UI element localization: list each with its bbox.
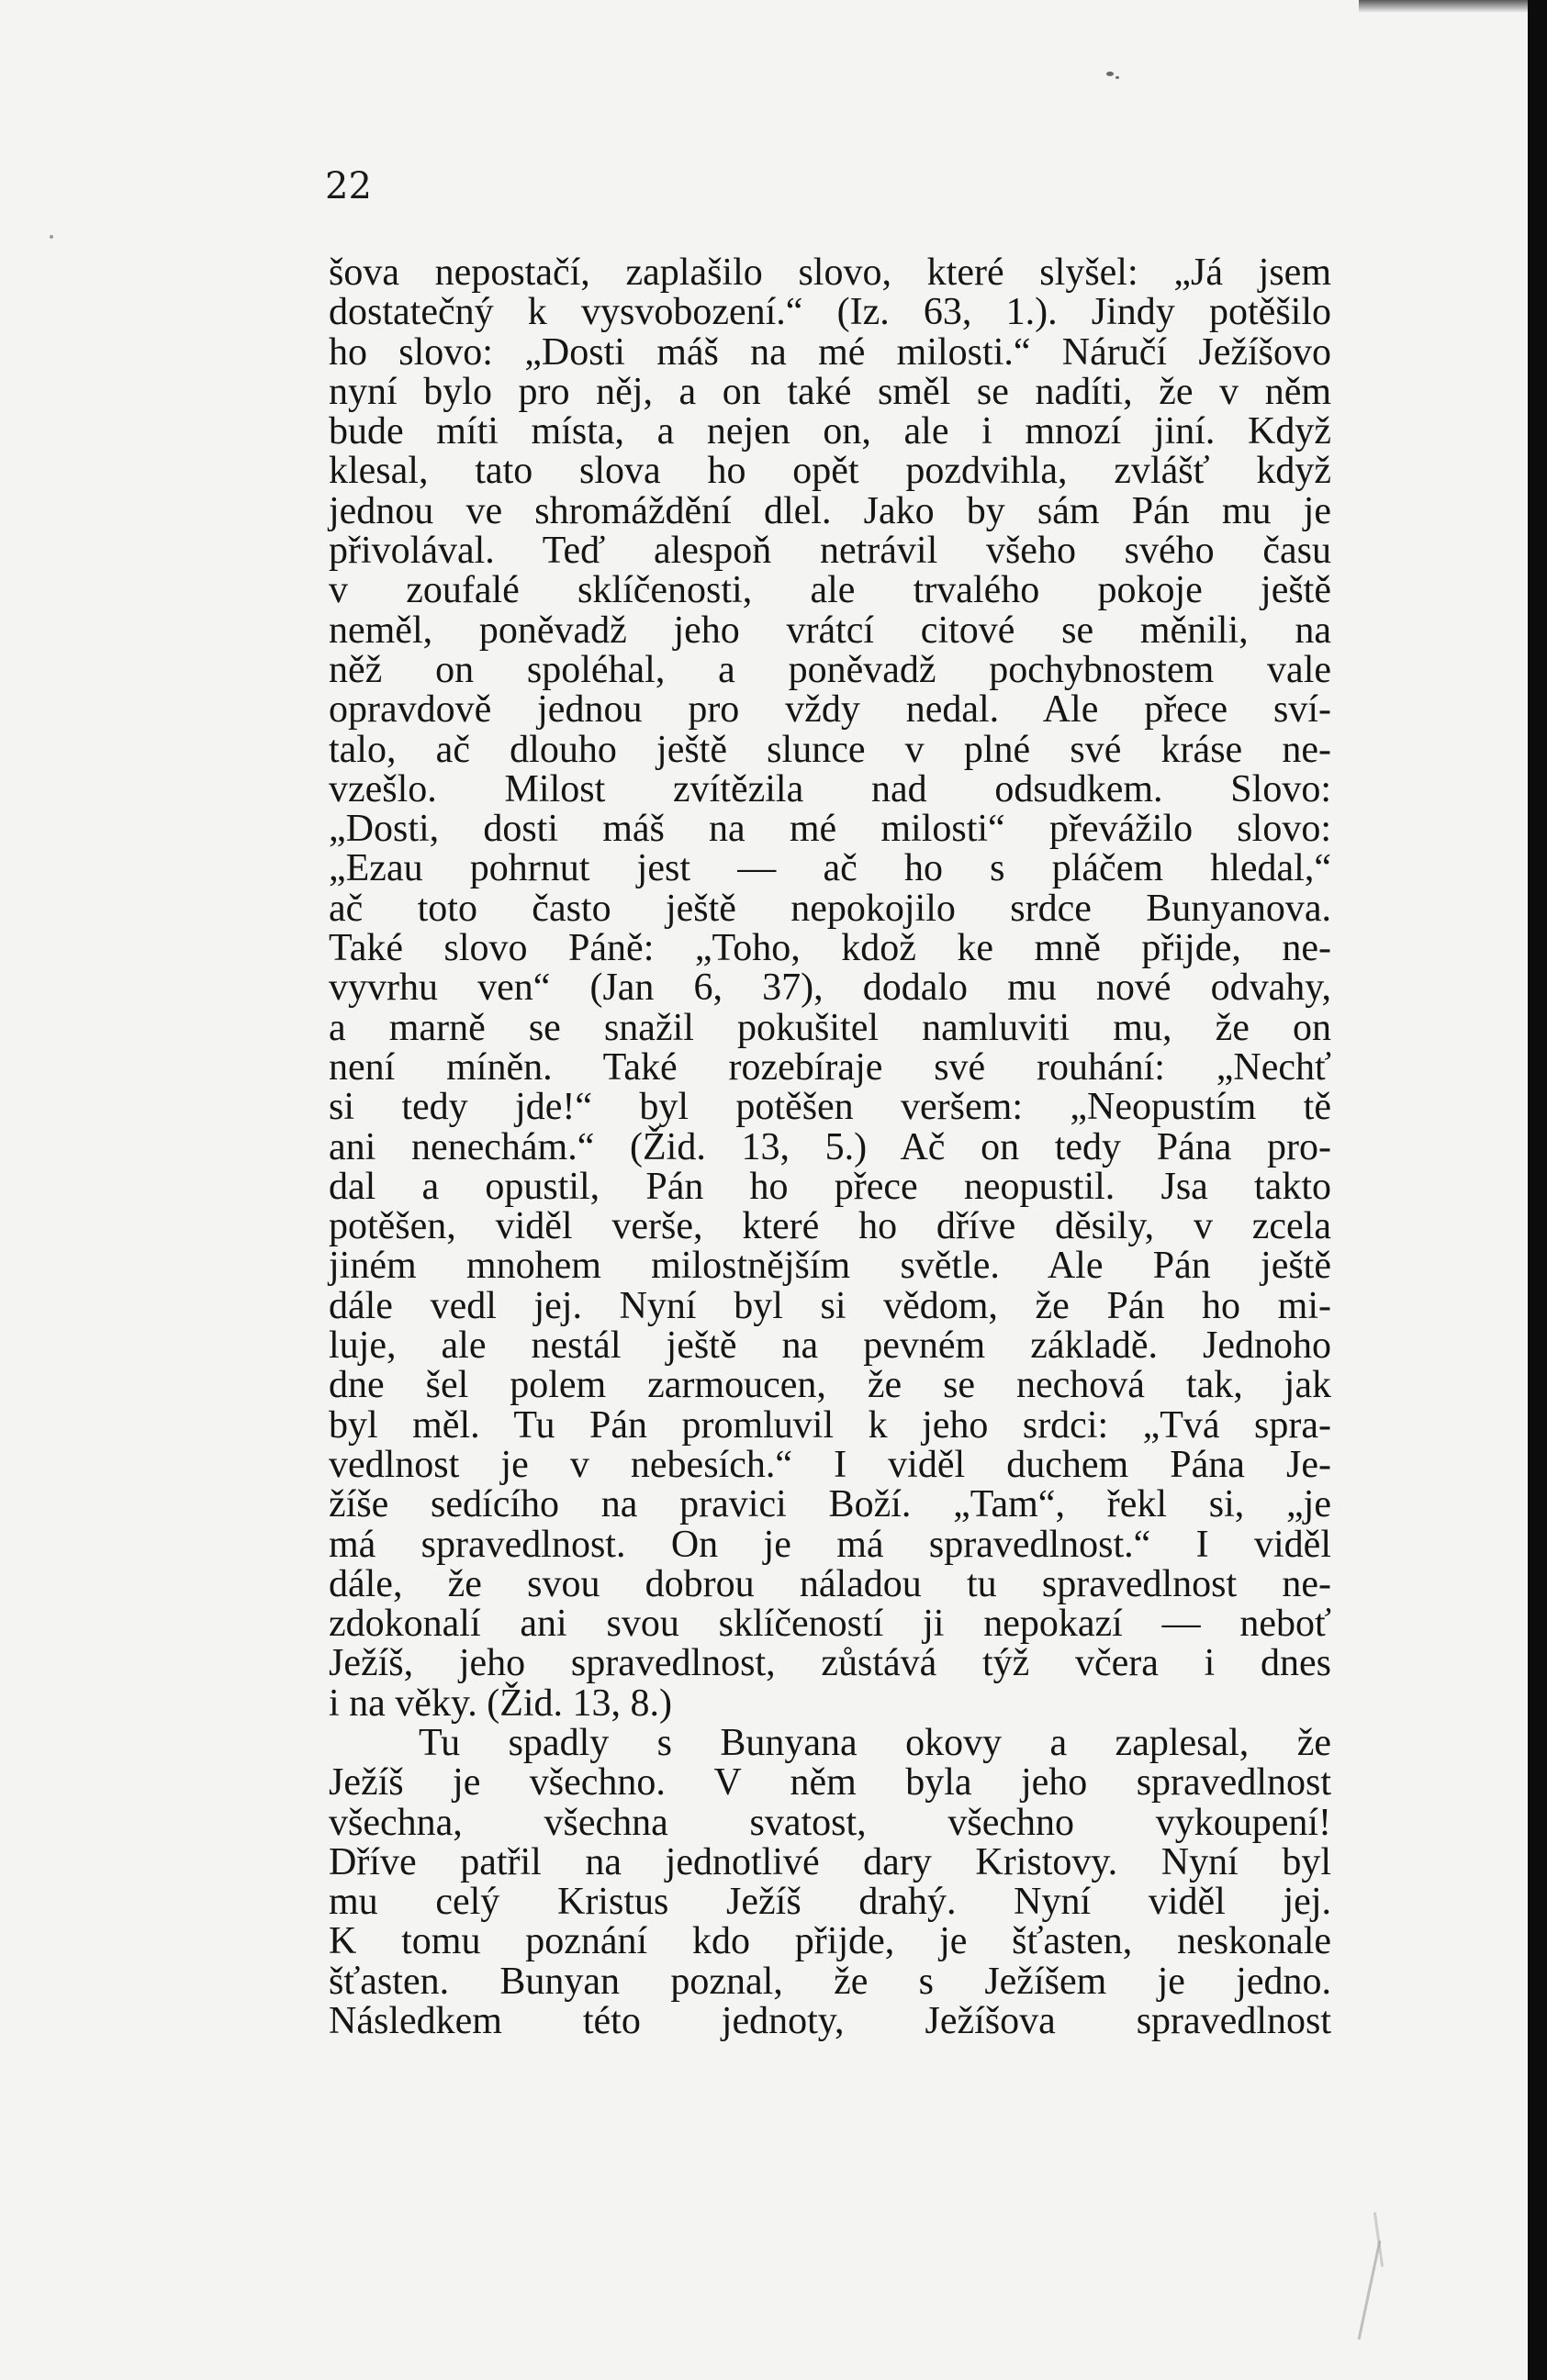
text-line: přivolával. Teď alespoň netrávil všeho svého času	[329, 530, 1331, 573]
text-line: dále vedl jej. Nyní byl si vědom, že Pán ho mi-	[329, 1284, 1331, 1327]
page-number: 22	[325, 165, 372, 207]
text-line: má spravedlnost. On je má spravedlnost.“ I viděl	[329, 1523, 1331, 1566]
body-text	[329, 253, 1331, 2041]
text-line: si tedy jde!“ byl potěšen veršem: „Neopustím tě	[329, 1086, 1331, 1129]
text-line: opravdově jednou pro vždy nedal. Ale přece sví-	[329, 688, 1331, 732]
text-line: Dříve patřil na jednotlivé dary Kristovy. Nyní byl	[329, 1840, 1331, 1883]
text-line: není míněn. Také rozebíraje své rouhání: „Nechť	[329, 1045, 1331, 1089]
text-line: Následkem této jednoty, Ježíšova spravedlnost	[329, 2000, 1331, 2043]
text-line: Ježíš je všechno. V něm byla jeho spravedlnost	[329, 1761, 1331, 1805]
scan-speck	[1115, 76, 1119, 79]
text-line: dále, že svou dobrou náladou tu spravedlnost ne-	[329, 1562, 1331, 1605]
text-line: neměl, poněvadž jeho vrátcí citové se měnili, na	[329, 609, 1331, 652]
text-line: vzešlo. Milost zvítězila nad odsudkem. Slovo:	[329, 767, 1331, 810]
text-line: v zoufalé sklíčenosti, ale trvalého pokoje ještě	[329, 569, 1331, 612]
text-line: „Ezau pohrnut jest — ač ho s pláčem hledal,“	[329, 847, 1331, 890]
text-line: dal a opustil, Pán ho přece neopustil. Jsa takto	[329, 1165, 1331, 1208]
text-line: nyní bylo pro něj, a on také směl se nadíti, že v něm	[329, 370, 1331, 413]
text-line: klesal, tato slova ho opět pozdvihla, zvlášť když	[329, 450, 1331, 493]
text-line: byl měl. Tu Pán promluvil k jeho srdci: „Tvá spra-	[329, 1403, 1331, 1447]
text-line: šova nepostačí, zaplašilo slovo, které slyšel: „Já jsem	[329, 251, 1331, 294]
text-line: a marně se snažil pokušitel namluviti mu, že on	[329, 1006, 1331, 1049]
text-line: bude míti místa, a nejen on, ale i mnozí jiní. Když	[329, 410, 1331, 453]
text-line: ho slovo: „Dosti máš na mé milosti.“ Náručí Ježíšovo	[329, 330, 1331, 374]
text-line: talo, ač dlouho ještě slunce v plné své kráse ne-	[329, 728, 1331, 771]
text-line: dne šel polem zarmoucen, že se nechová tak, jak	[329, 1364, 1331, 1407]
scan-border-right	[1528, 0, 1547, 2380]
scan-scratch	[1358, 2240, 1382, 2340]
text-line: ač toto často ještě nepokojilo srdce Bunyanova.	[329, 887, 1331, 930]
scan-speck	[1106, 72, 1114, 76]
text-line: Také slovo Páně: „Toho, kdož ke mně přijde, ne-	[329, 927, 1331, 970]
text-line: všechna, všechna svatost, všechno vykoupení!	[329, 1801, 1331, 1844]
text-line: K tomu poznání kdo přijde, je šťasten, neskonale	[329, 1920, 1331, 1963]
text-line: žíše sedícího na pravici Boží. „Tam“, řekl si, „je	[329, 1483, 1331, 1526]
text-line: potěšen, viděl verše, které ho dříve děsily, v zcela	[329, 1205, 1331, 1248]
scan-shadow-top	[1359, 0, 1528, 13]
text-line-paragraph-start: Tu spadly s Bunyana okovy a zaplesal, že	[419, 1721, 1331, 1764]
text-line: jiném mnohem milostnějším světle. Ale Pán ještě	[329, 1245, 1331, 1288]
text-line: luje, ale nestál ještě na pevném základě. Jednoho	[329, 1324, 1331, 1368]
text-line: vedlnost je v nebesích.“ I viděl duchem Pána Je-	[329, 1443, 1331, 1486]
text-line: Ježíš, jeho spravedlnost, zůstává týž včera i dnes	[329, 1642, 1331, 1685]
text-line: ani nenechám.“ (Žid. 13, 5.) Ač on tedy Pána pro-	[329, 1125, 1331, 1168]
text-line: vyvrhu ven“ (Jan 6, 37), dodalo mu nové odvahy,	[329, 967, 1331, 1010]
text-line-paragraph-end: i na věky. (Žid. 13, 8.)	[329, 1682, 673, 1725]
text-line: „Dosti, dosti máš na mé milosti“ převážilo slovo:	[329, 808, 1331, 851]
text-line: zdokonalí ani svou sklíčeností ji nepokazí — neboť	[329, 1603, 1331, 1646]
scan-speck	[50, 235, 53, 239]
text-line: něž on spoléhal, a poněvadž pochybnostem vale	[329, 648, 1331, 691]
text-line: dostatečný k vysvobození.“ (Iz. 63, 1.). Jindy potěšilo	[329, 291, 1331, 334]
text-line: jednou ve shromáždění dlel. Jako by sám Pán mu je	[329, 489, 1331, 532]
text-line: šťasten. Bunyan poznal, že s Ježíšem je jedno.	[329, 1960, 1331, 2003]
text-line: mu celý Kristus Ježíš drahý. Nyní viděl jej.	[329, 1881, 1331, 1924]
